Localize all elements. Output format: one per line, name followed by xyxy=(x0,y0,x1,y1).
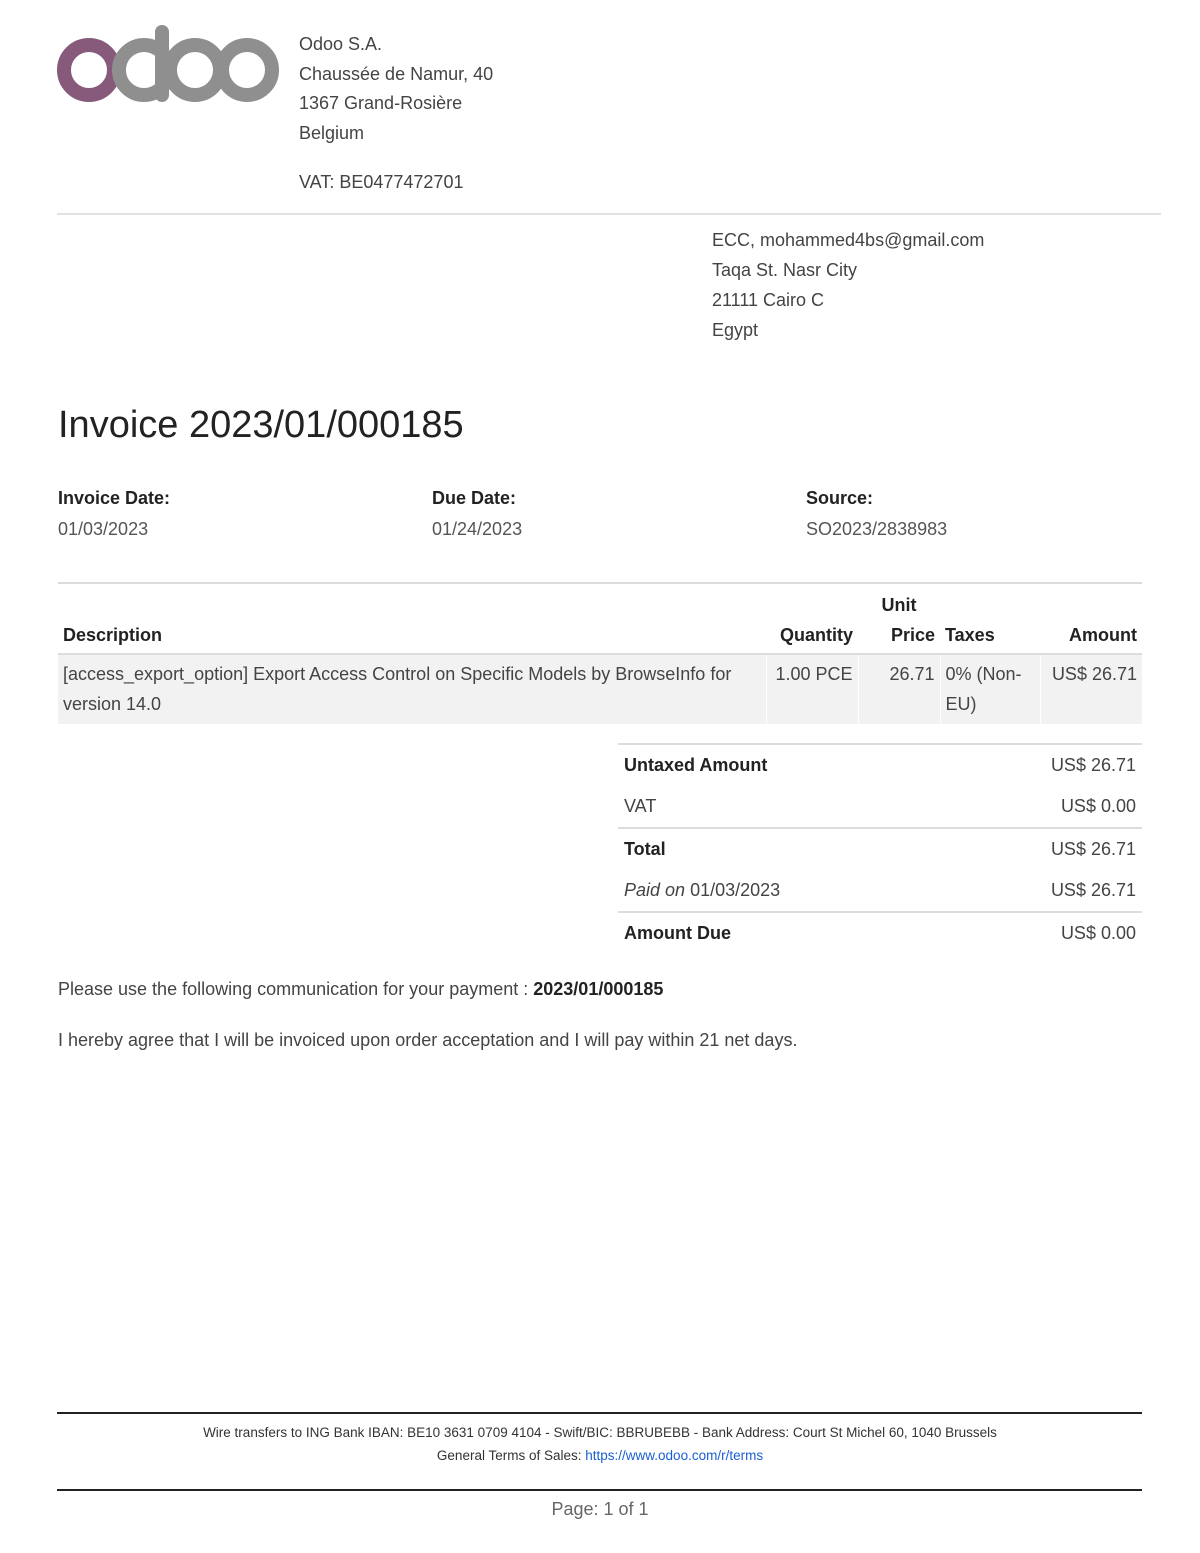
invoice-date-value: 01/03/2023 xyxy=(58,519,149,539)
untaxed-row xyxy=(618,744,1142,786)
vat-value: US$ 0.00 xyxy=(1060,796,1136,816)
source-label: Source: xyxy=(806,488,874,508)
col-unit-price-line2: Price xyxy=(890,625,935,645)
company-city: 1367 Grand-Rosière xyxy=(299,93,463,113)
company-logo xyxy=(55,24,281,104)
line-description: [access_export_option] Export Access Control on Specific Models by BrowseInfo for version 14.0 xyxy=(58,654,766,724)
company-name: Odoo S.A. xyxy=(299,34,383,54)
page-number: Page: 1 of 1 xyxy=(551,1499,649,1519)
line-quantity: 1.00 PCE xyxy=(766,654,858,724)
footer-divider-top xyxy=(57,1412,1142,1414)
partner-street: Taqa St. Nasr City xyxy=(712,260,858,280)
line-amount: US$ 26.71 xyxy=(1040,654,1142,724)
total-row xyxy=(618,828,1142,870)
col-quantity: Quantity xyxy=(766,583,858,654)
communication-ref: 2023/01/000185 xyxy=(533,979,664,999)
line-unit-price: 26.71 xyxy=(858,654,940,724)
partner-name: ECC, mohammed4bs@gmail.com xyxy=(712,230,985,250)
due-date-block xyxy=(432,483,772,545)
invoice-lines-table xyxy=(58,582,1142,724)
amount-due-row xyxy=(618,912,1142,954)
logo-letter-o2 xyxy=(170,45,220,95)
footer-terms-link[interactable]: https://www.odoo.com/r/terms xyxy=(585,1448,764,1463)
payment-communication xyxy=(58,979,663,1000)
col-description: Description xyxy=(58,583,766,654)
col-taxes: Taxes xyxy=(940,583,1040,654)
header-divider xyxy=(57,213,1161,215)
table-header-row xyxy=(58,583,1142,654)
footer-terms-label: General Terms of Sales: xyxy=(436,1448,582,1463)
col-unit-price-line1: Unit xyxy=(881,595,917,615)
partner-address xyxy=(712,225,984,345)
payment-terms: I hereby agree that I will be invoiced upon order acceptation and I will pay within 21 net days. xyxy=(58,1030,798,1050)
company-country: Belgium xyxy=(299,122,365,143)
totals-table xyxy=(618,743,1142,954)
untaxed-value: US$ 26.71 xyxy=(950,744,1142,786)
logo-letter-o3 xyxy=(222,45,272,95)
source-value: SO2023/2838983 xyxy=(806,519,948,539)
communication-text: Please use the following communication for your payment : xyxy=(58,979,529,999)
paid-row xyxy=(618,870,1142,912)
footer-terms xyxy=(0,1444,1200,1467)
logo-letter-o1 xyxy=(64,45,114,95)
partner-country: Egypt xyxy=(712,320,759,340)
line-taxes: 0% (Non-EU) xyxy=(940,654,1040,724)
paid-label: Paid on xyxy=(624,880,686,900)
company-street: Chaussée de Namur, 40 xyxy=(299,63,494,84)
footer-divider-bottom xyxy=(57,1489,1142,1491)
paid-value: US$ 26.71 xyxy=(1050,880,1136,900)
source-block xyxy=(806,483,1146,545)
vat-row xyxy=(618,786,1142,828)
invoice-date-block xyxy=(58,483,398,545)
due-date-value: 01/24/2023 xyxy=(432,519,523,539)
total-label: Total xyxy=(618,828,950,870)
invoice-date-label: Invoice Date: xyxy=(58,488,171,508)
amount-due-label: Amount Due xyxy=(618,912,950,954)
amount-due-value: US$ 0.00 xyxy=(950,912,1142,954)
due-date-label: Due Date: xyxy=(432,488,517,508)
paid-date: 01/03/2023 xyxy=(690,880,781,900)
paid-label-cell xyxy=(618,870,950,912)
footer xyxy=(0,1421,1200,1467)
col-amount: Amount xyxy=(1040,583,1142,654)
invoice-title: Invoice 2023/01/000185 xyxy=(58,404,464,446)
col-unit-price xyxy=(858,583,940,654)
company-vat: VAT: BE0477472701 xyxy=(299,172,464,192)
vat-label: VAT xyxy=(624,796,657,816)
untaxed-label: Untaxed Amount xyxy=(618,744,950,786)
partner-city: 21111 Cairo C xyxy=(712,290,825,310)
table-row xyxy=(58,654,1142,724)
company-address xyxy=(299,30,493,198)
total-value: US$ 26.71 xyxy=(950,828,1142,870)
footer-bank-info: Wire transfers to ING Bank IBAN: BE10 3631 0709 4104 - Swift/BIC: BBRUBEBB - Bank Address: Court St Michel 60, 1040 Brussels xyxy=(203,1425,997,1440)
